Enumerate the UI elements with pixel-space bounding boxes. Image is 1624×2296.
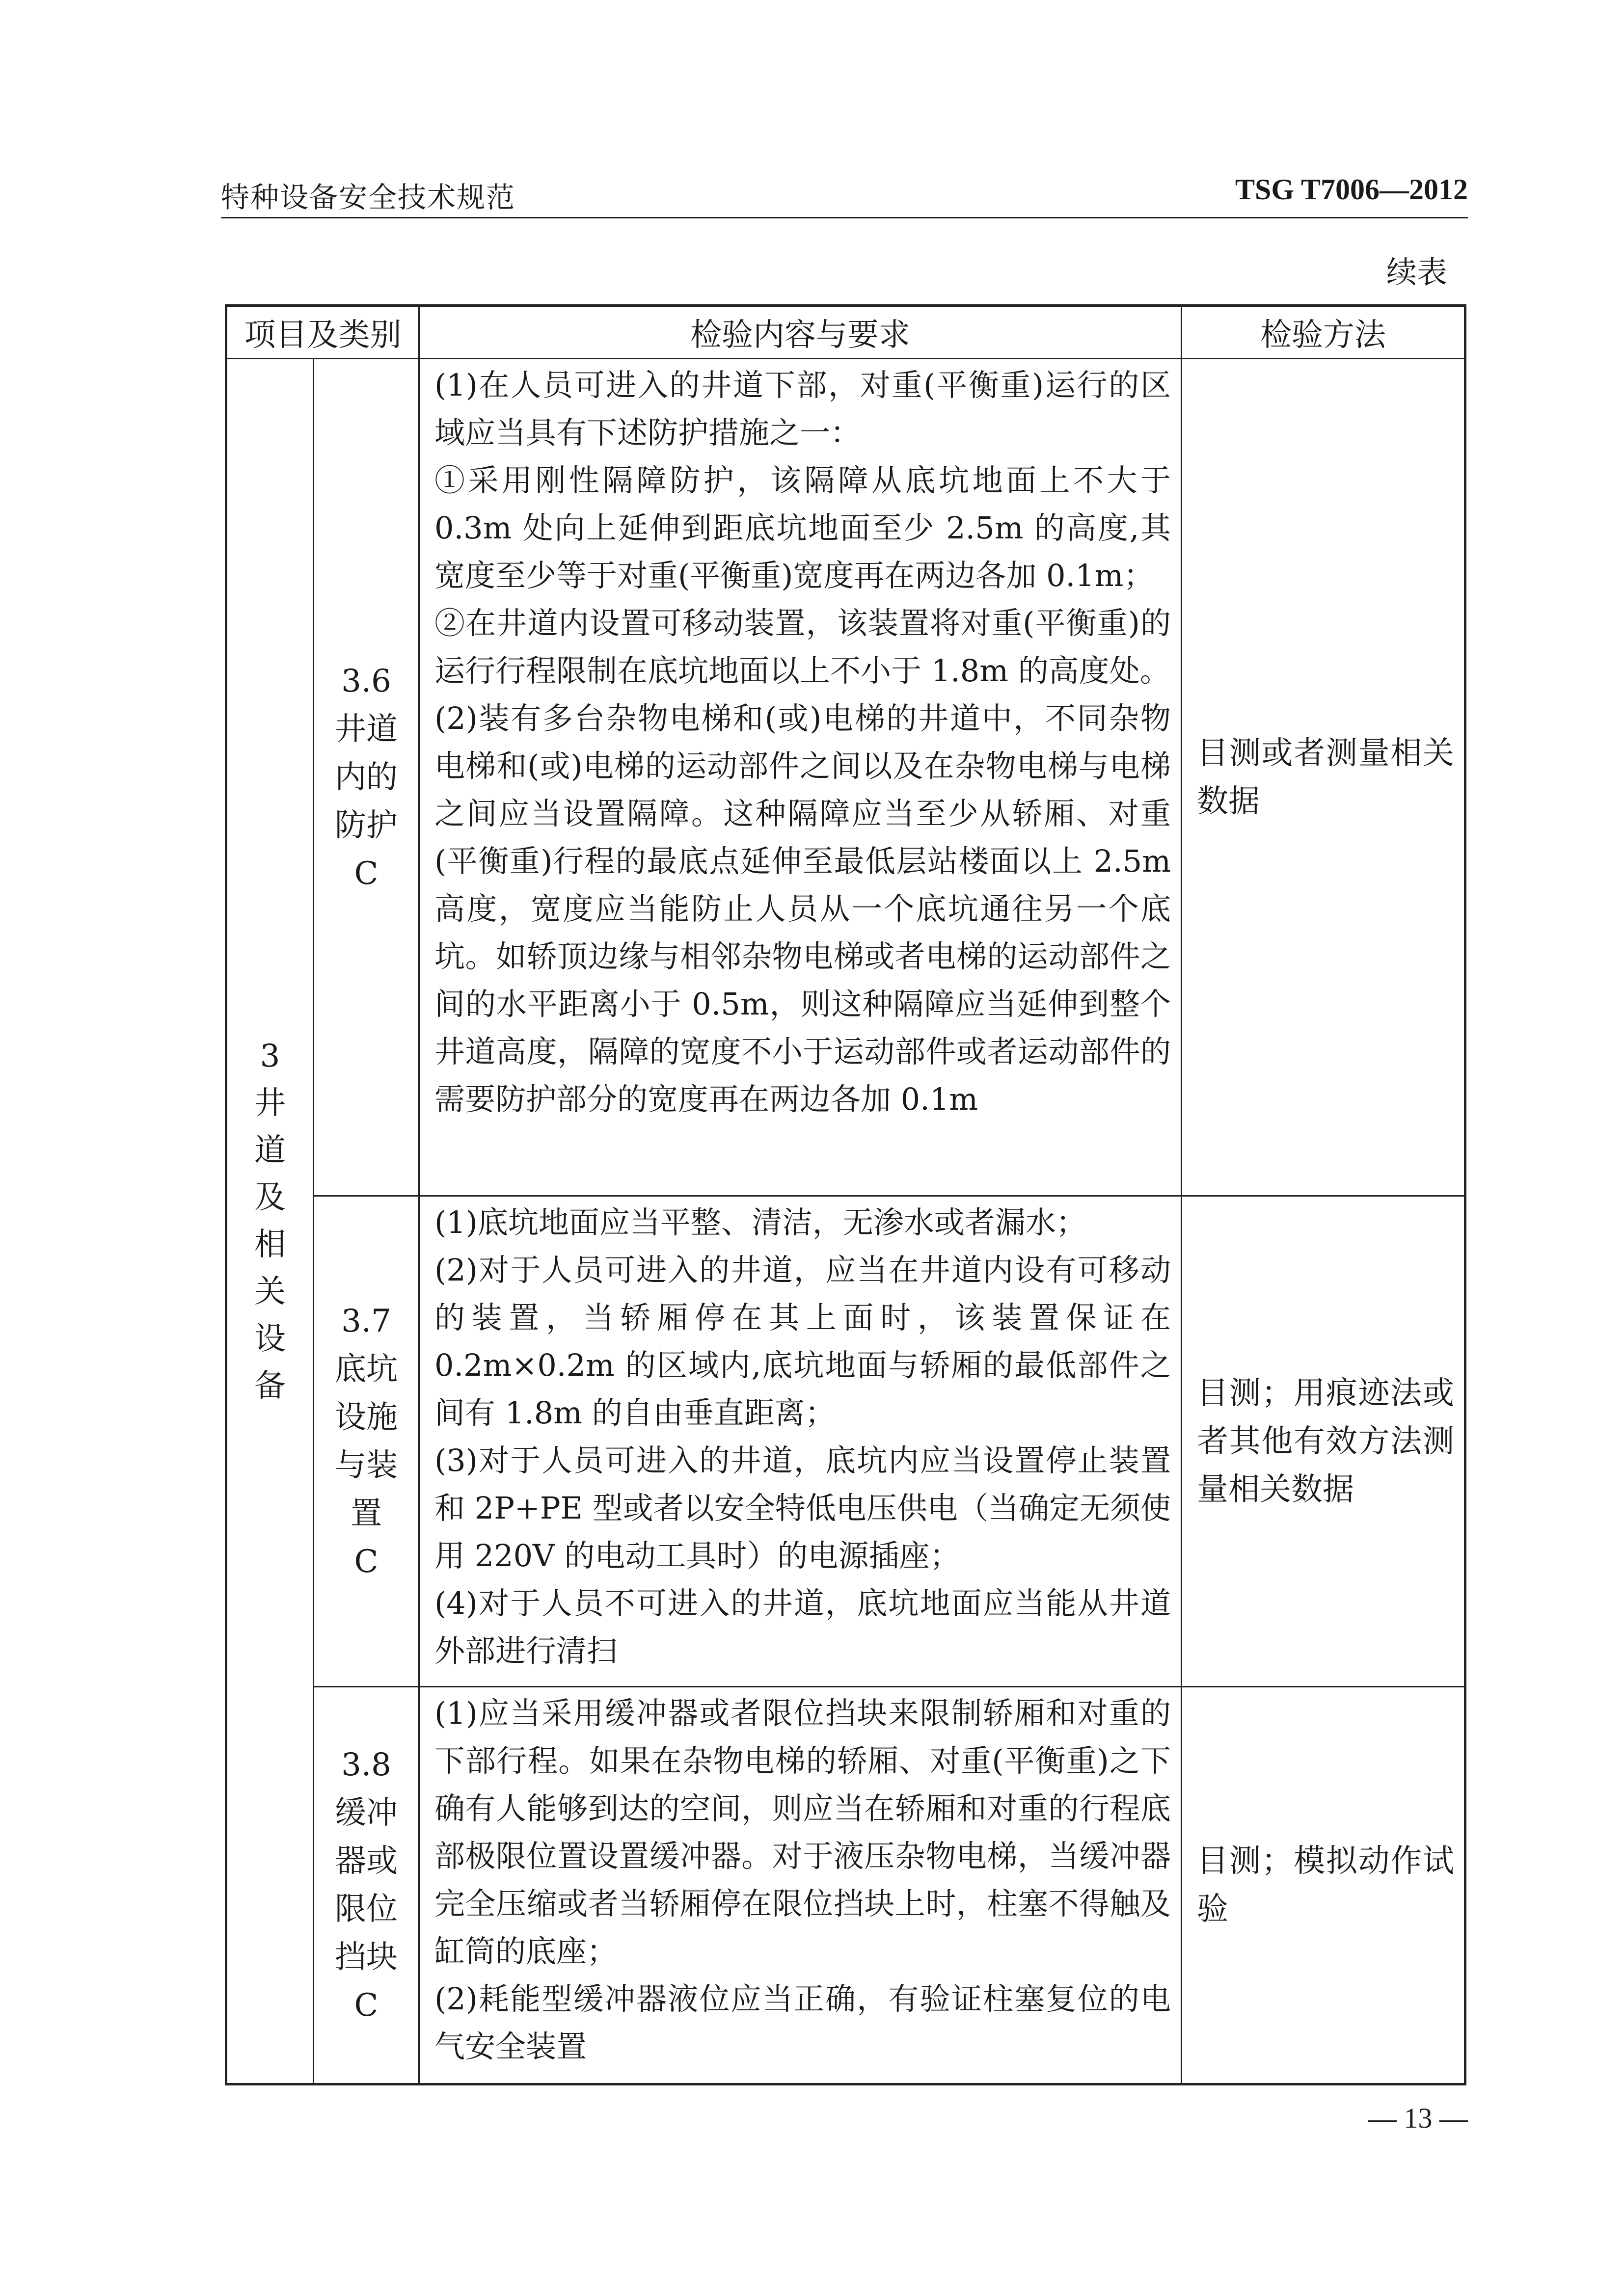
content-paragraph: ①采用刚性隔障防护，该隔障从底坑地面上不大于0.3m 处向上延伸到距底坑地面至少 2.5m 的高度,其宽度至少等于对重(平衡重)宽度再在两边各加 0.1m； — [434, 462, 1171, 593]
content-cell — [419, 359, 1182, 1196]
item-line: 井道 — [335, 711, 398, 748]
table-row — [226, 1687, 1465, 2084]
item-line: 3.7 — [341, 1303, 391, 1339]
content-paragraph: ②在井道内设置可移动装置，该装置将对重(平衡重)的运行行程限制在底坑地面以上不小于 1.8m 的高度处。 — [434, 605, 1171, 689]
item-line: 3.6 — [341, 663, 391, 699]
header-item-category: 项目及类别 — [226, 306, 419, 359]
content-paragraph: (1)底坑地面应当平整、清洁，无渗水或者漏水； — [434, 1204, 1086, 1240]
item-line: 内的 — [335, 759, 398, 796]
item-cell — [314, 1196, 419, 1687]
item-line: 防护 — [335, 807, 398, 844]
item-line: 挡块 — [335, 1939, 398, 1976]
item-line: C — [354, 855, 379, 892]
item-line: 缓冲 — [335, 1795, 398, 1831]
page-number: — 13 — — [1368, 2102, 1468, 2134]
content-cell — [419, 1196, 1182, 1687]
method-cell: 目测；用痕迹法或者其他有效方法测量相关数据 — [1182, 1196, 1465, 1687]
category-char: 关 — [254, 1274, 286, 1310]
header-standard-code: TSG T7006—2012 — [1235, 173, 1468, 206]
category-char: 设 — [254, 1321, 286, 1357]
category-cell — [226, 359, 314, 2084]
continued-label: 续表 — [1386, 254, 1447, 290]
category-char: 相 — [254, 1227, 286, 1263]
item-line: 器或 — [335, 1843, 398, 1879]
category-char: 井 — [254, 1085, 286, 1121]
category-char: 及 — [254, 1179, 286, 1216]
item-cell — [314, 359, 419, 1196]
header-rule — [221, 217, 1468, 218]
method-cell: 目测；模拟动作试验 — [1182, 1687, 1465, 2084]
category-char: 道 — [254, 1132, 286, 1169]
content-paragraph: (2)耗能型缓冲器液位应当正确，有验证柱塞复位的电气安全装置 — [434, 1981, 1171, 2064]
item-line: 底坑 — [335, 1351, 398, 1388]
content-paragraph: (3)对于人员可进入的井道，底坑内应当设置停止装置和 2P+PE 型或者以安全特低电压供电（当确定无须使用 220V 的电动工具时）的电源插座； — [434, 1442, 1171, 1574]
item-line: C — [354, 1987, 379, 2024]
table-row — [226, 359, 1465, 1196]
content-cell — [419, 1687, 1182, 2084]
item-line: 设施 — [335, 1399, 398, 1436]
table-header-row — [226, 306, 1465, 359]
inspection-table — [225, 304, 1466, 2085]
item-line: 限位 — [335, 1891, 398, 1927]
item-line: 与装 — [335, 1447, 398, 1484]
item-line: 3.8 — [341, 1747, 391, 1783]
header-content: 检验内容与要求 — [419, 306, 1182, 359]
content-paragraph: (2)装有多台杂物电梯和(或)电梯的井道中，不同杂物电梯和(或)电梯的运动部件之间以及在杂物电梯与电梯之间应当设置隔障。这种隔障应当至少从轿厢、对重(平衡重)行程的最底点延伸至最低层站楼面以上 2.5m 高度，宽度应当能防止人员从一个底坑通往另一个底坑。如轿顶边缘与相邻杂物电梯或者电梯的运动部件之间的水平距离小于 0.5m，则这种隔障应当延伸到整个井道高度，隔障的宽度不小于运动部件或者运动部件的需要防护部分的宽度再在两边各加 0.1m — [434, 700, 1171, 1117]
content-paragraph: (4)对于人员不可进入的井道，底坑地面应当能从井道外部进行清扫 — [434, 1585, 1171, 1669]
content-paragraph: (1)应当采用缓冲器或者限位挡块来限制轿厢和对重的下部行程。如果在杂物电梯的轿厢、对重(平衡重)之下确有人能够到达的空间，则应当在轿厢和对重的行程底部极限位置设置缓冲器。对于液压杂物电梯，当缓冲器完全压缩或者当轿厢停在限位挡块上时，柱塞不得触及缸筒的底座； — [434, 1695, 1171, 1969]
header-method: 检验方法 — [1182, 306, 1465, 359]
method-cell: 目测或者测量相关数据 — [1182, 359, 1465, 1196]
item-line: C — [354, 1543, 379, 1580]
table-row — [226, 1196, 1465, 1687]
category-number: 3 — [260, 1038, 280, 1074]
category-char: 备 — [254, 1368, 286, 1404]
header-title: 特种设备安全技术规范 — [221, 181, 516, 214]
item-line: 置 — [351, 1495, 382, 1532]
item-cell — [314, 1687, 419, 2084]
content-paragraph: (1)在人员可进入的井道下部，对重(平衡重)运行的区域应当具有下述防护措施之一： — [434, 367, 1171, 451]
content-paragraph: (2)对于人员可进入的井道，应当在井道内设有可移动的装置，当轿厢停在其上面时，该装置保证在0.2m×0.2m 的区域内,底坑地面与轿厢的最低部件之间有 1.8m 的自由垂直距离； — [434, 1252, 1171, 1431]
